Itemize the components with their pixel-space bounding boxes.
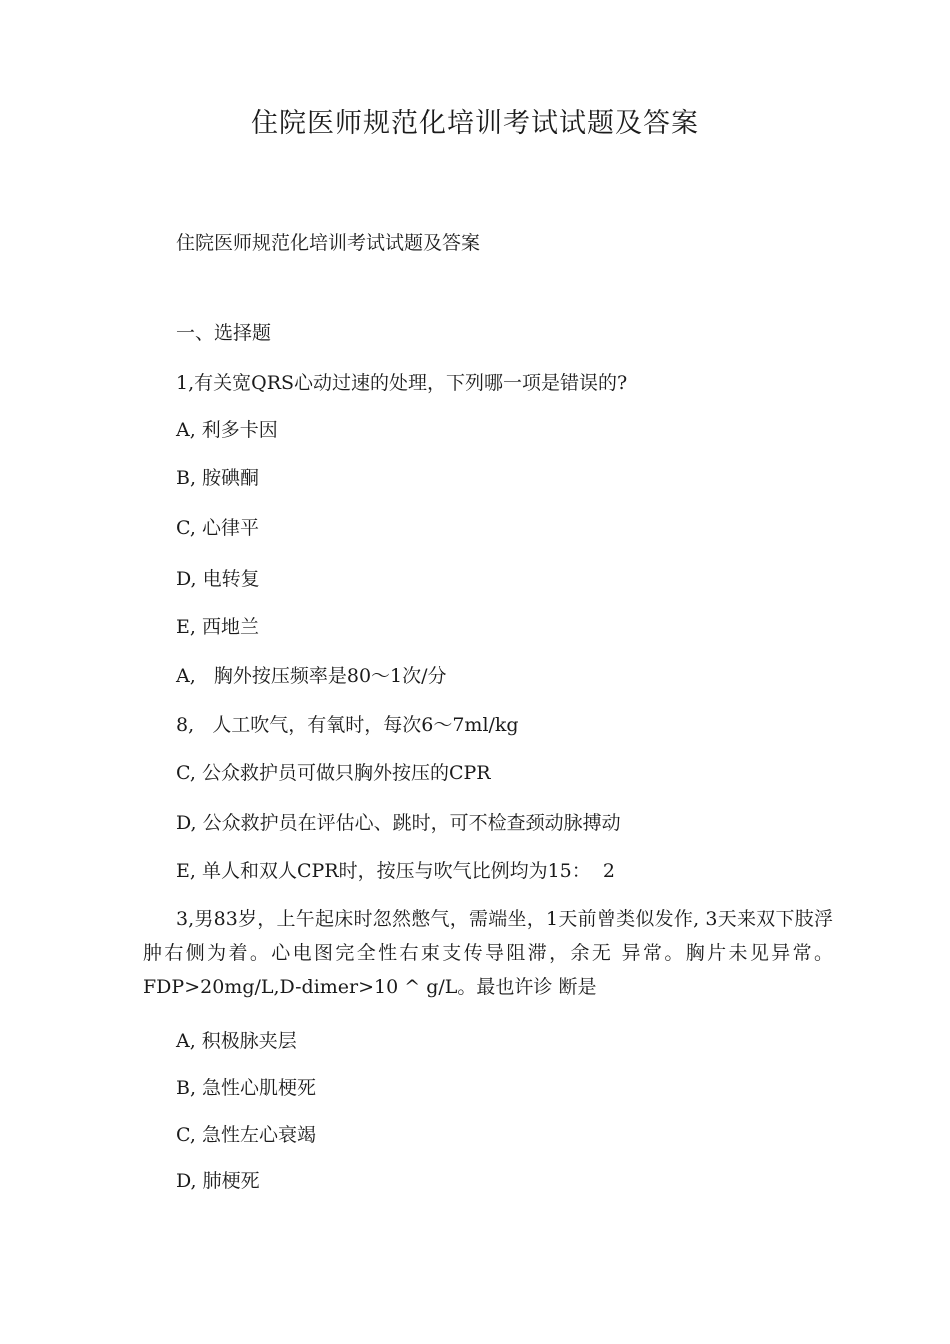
document-subtitle: 住院医师规范化培训考试试题及答案 (176, 232, 481, 254)
question-2-option-d: D, 公众救护员在评估心、跳时，可不检查颈动脉搏动 (176, 812, 621, 834)
question-1-option-e: E, 西地兰 (176, 616, 259, 638)
question-2-option-e: E, 单人和双人CPR时，按压与吹气比例均为15： 2 (176, 860, 615, 882)
question-3-option-a: A, 积极脉夹层 (176, 1030, 297, 1052)
section-heading: 一、选择题 (176, 322, 272, 344)
question-2-option-a: A, 胸外按压频率是80〜1次/分 (176, 665, 447, 687)
question-1-stem: 1,有关宽QRS心动过速的处理，下列哪一项是错误的? (176, 372, 628, 394)
question-1-option-c: C, 心律平 (176, 517, 259, 539)
question-1-option-b: B, 胺碘酮 (176, 467, 260, 489)
question-3-option-b: B, 急性心肌梗死 (176, 1077, 317, 1099)
document-title: 住院医师规范化培训考试试题及答案 (251, 108, 699, 139)
question-3-option-d: D, 肺梗死 (176, 1170, 260, 1192)
question-2-option-b: 8, 人工吹气，有氧时，每次6〜7ml/kg (176, 714, 519, 736)
question-2-option-c: C, 公众救护员可做只胸外按压的CPR (176, 762, 491, 784)
question-3-stem: 3,男83岁，上午起床时忽然憋气，需端坐，1天前曾类似发作, 3天来双下肢浮肿右侧为着。心电图完全性右束支传导阻滞，余无 异常。胸片未见异常。FDP>20mg/L,D-dimer>10 ^ g/L。最也许诊 断是 (143, 908, 833, 998)
question-3-option-c: C, 急性左心衰竭 (176, 1124, 316, 1146)
question-1-option-d: D, 电转复 (176, 568, 260, 590)
question-1-option-a: A, 利多卡因 (176, 419, 278, 441)
